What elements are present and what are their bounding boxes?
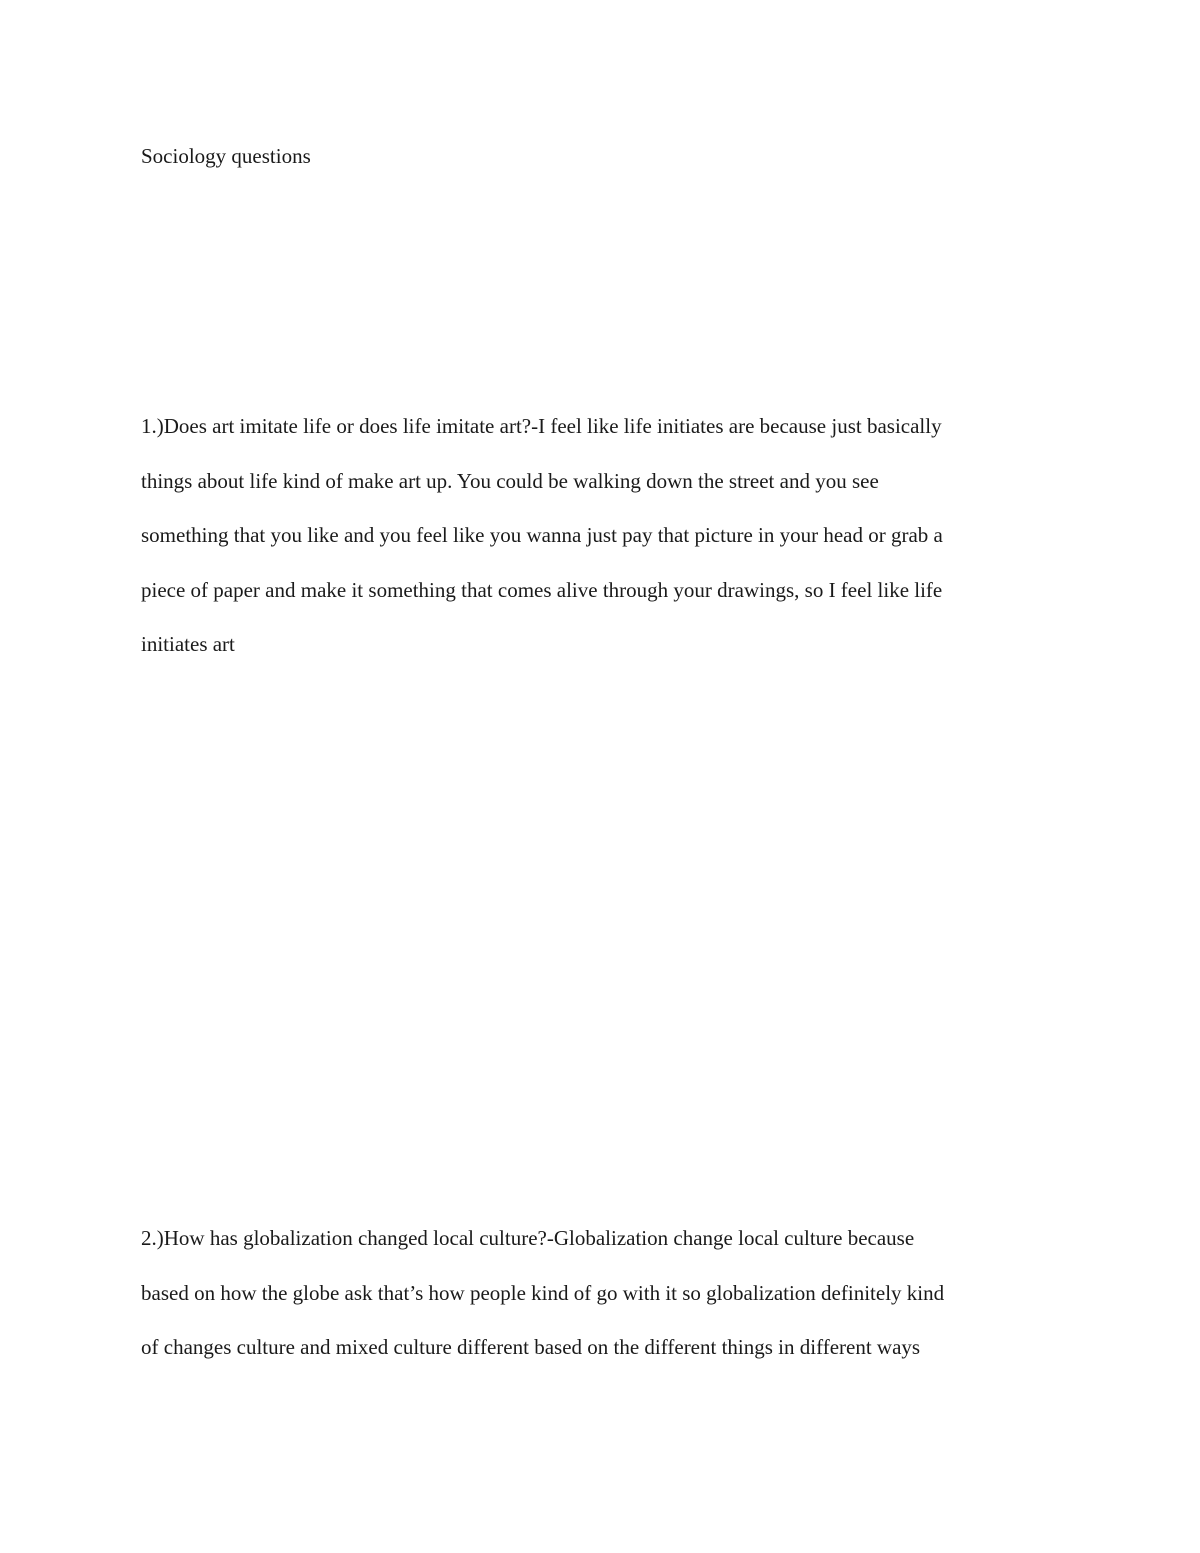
question-2 (141, 1211, 1051, 1375)
question-1-line: initiates art (141, 632, 235, 656)
question-2-line: of changes culture and mixed culture different based on the different things in different ways (141, 1335, 921, 1359)
question-1-line: something that you like and you feel like you wanna just pay that picture in your head or grab a (141, 523, 943, 547)
document-title: Sociology questions (141, 144, 311, 168)
question-2-line: 2.)How has globalization changed local culture?-Globalization change local culture because (141, 1226, 915, 1250)
question-1-line: piece of paper and make it something that comes alive through your drawings, so I feel like life (141, 577, 943, 602)
question-1-line: 1.)Does art imitate life or does life imitate art?-I feel like life initiates are because just basically (141, 414, 942, 438)
question-1-line: things about life kind of make art up. You could be walking down the street and you see (141, 468, 879, 493)
question-1 (141, 399, 1051, 672)
question-2-line: based on how the globe ask that’s how people kind of go with it so globalization definitely kind (141, 1280, 945, 1305)
